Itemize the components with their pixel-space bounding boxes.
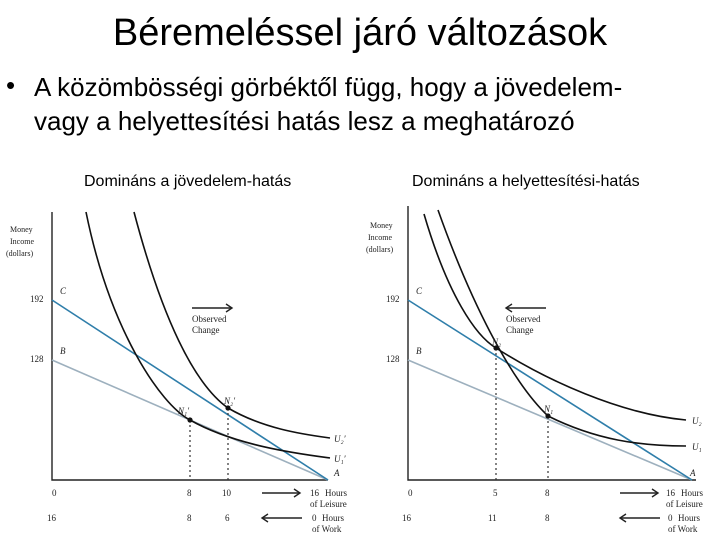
bullet-text: A közömbösségi görbéktől függ, hogy a jövedelem- vagy a helyettesítési hatás lesz a meghatározó [34,72,623,136]
work-of-label: of Work [312,524,342,534]
observed-change-label-2: Change [506,325,534,335]
panel-right [366,206,703,534]
work-6: 6 [225,513,230,523]
leisure-0: 0 [408,488,413,498]
y-tick-128: 128 [30,354,44,364]
observed-change-label-1: Observed [192,314,227,324]
indifference-curve-u2 [424,214,686,420]
point-a-label: A [690,468,696,478]
work-16: 16 [47,513,56,523]
work-of-label: of Work [668,524,698,534]
point-n1-label: N₁ [544,404,554,414]
budget-line-new [408,300,692,480]
leisure-0: 0 [52,488,57,498]
panel-left [6,212,347,534]
curve-u1-label: U₁′ [334,454,346,464]
leisure-of-label: of Leisure [310,499,347,509]
y-tick-128: 128 [386,354,400,364]
leisure-8: 8 [545,488,550,498]
point-n2-label: N₂ [492,337,502,347]
curve-u2-label: U₂ [692,416,702,426]
budget-line-new [52,300,328,480]
point-n2-label: N₂′ [224,396,236,406]
leisure-hours-label: Hours [681,488,703,498]
y-tick-192: 192 [386,294,400,304]
point-c-label: C [416,286,423,296]
curve-u1-label: U₁ [692,442,702,452]
point-c-label: C [60,286,67,296]
work-8: 8 [187,513,192,523]
leisure-16: 16 [666,488,675,498]
work-8: 8 [545,513,550,523]
point-n1 [545,413,550,418]
leisure-16: 16 [310,488,319,498]
axes [52,212,328,480]
y-axis-label-line-2: Income [10,237,34,246]
point-a-label: A [334,468,340,478]
y-axis-label-line-1: Money [370,221,393,230]
y-axis-label-line-3: (dollars) [366,245,394,254]
leisure-of-label: of Leisure [666,499,703,509]
work-16: 16 [402,513,411,523]
leisure-5: 5 [493,488,498,498]
indifference-curve-u1 [86,212,330,458]
point-n1-label: N₁′ [178,406,190,416]
observed-change-label-2: Change [192,325,220,335]
point-b-label: B [416,346,422,356]
bullet-icon: • [6,70,16,100]
y-axis-label-line-1: Money [10,225,33,234]
y-axis-label-line-2: Income [368,233,392,242]
panel-right-subtitle: Domináns a helyettesítési-hatás [412,173,640,190]
slide-title: Béremeléssel járó változások [112,12,608,54]
panel-left-subtitle: Domináns a jövedelem-hatás [84,173,292,190]
curve-u2-label: U₂′ [334,434,346,444]
y-axis-label-line-3: (dollars) [6,249,34,258]
work-hours-label: Hours [678,513,700,523]
work-0: 0 [312,513,317,523]
point-b-label: B [60,346,66,356]
work-11: 11 [488,513,497,523]
leisure-hours-label: Hours [325,488,347,498]
observed-change-label-1: Observed [506,314,541,324]
leisure-8: 8 [187,488,192,498]
point-n2 [225,405,230,410]
work-0: 0 [668,513,673,523]
point-n1 [187,417,192,422]
y-tick-192: 192 [30,294,44,304]
leisure-10: 10 [222,488,231,498]
work-hours-label: Hours [322,513,344,523]
